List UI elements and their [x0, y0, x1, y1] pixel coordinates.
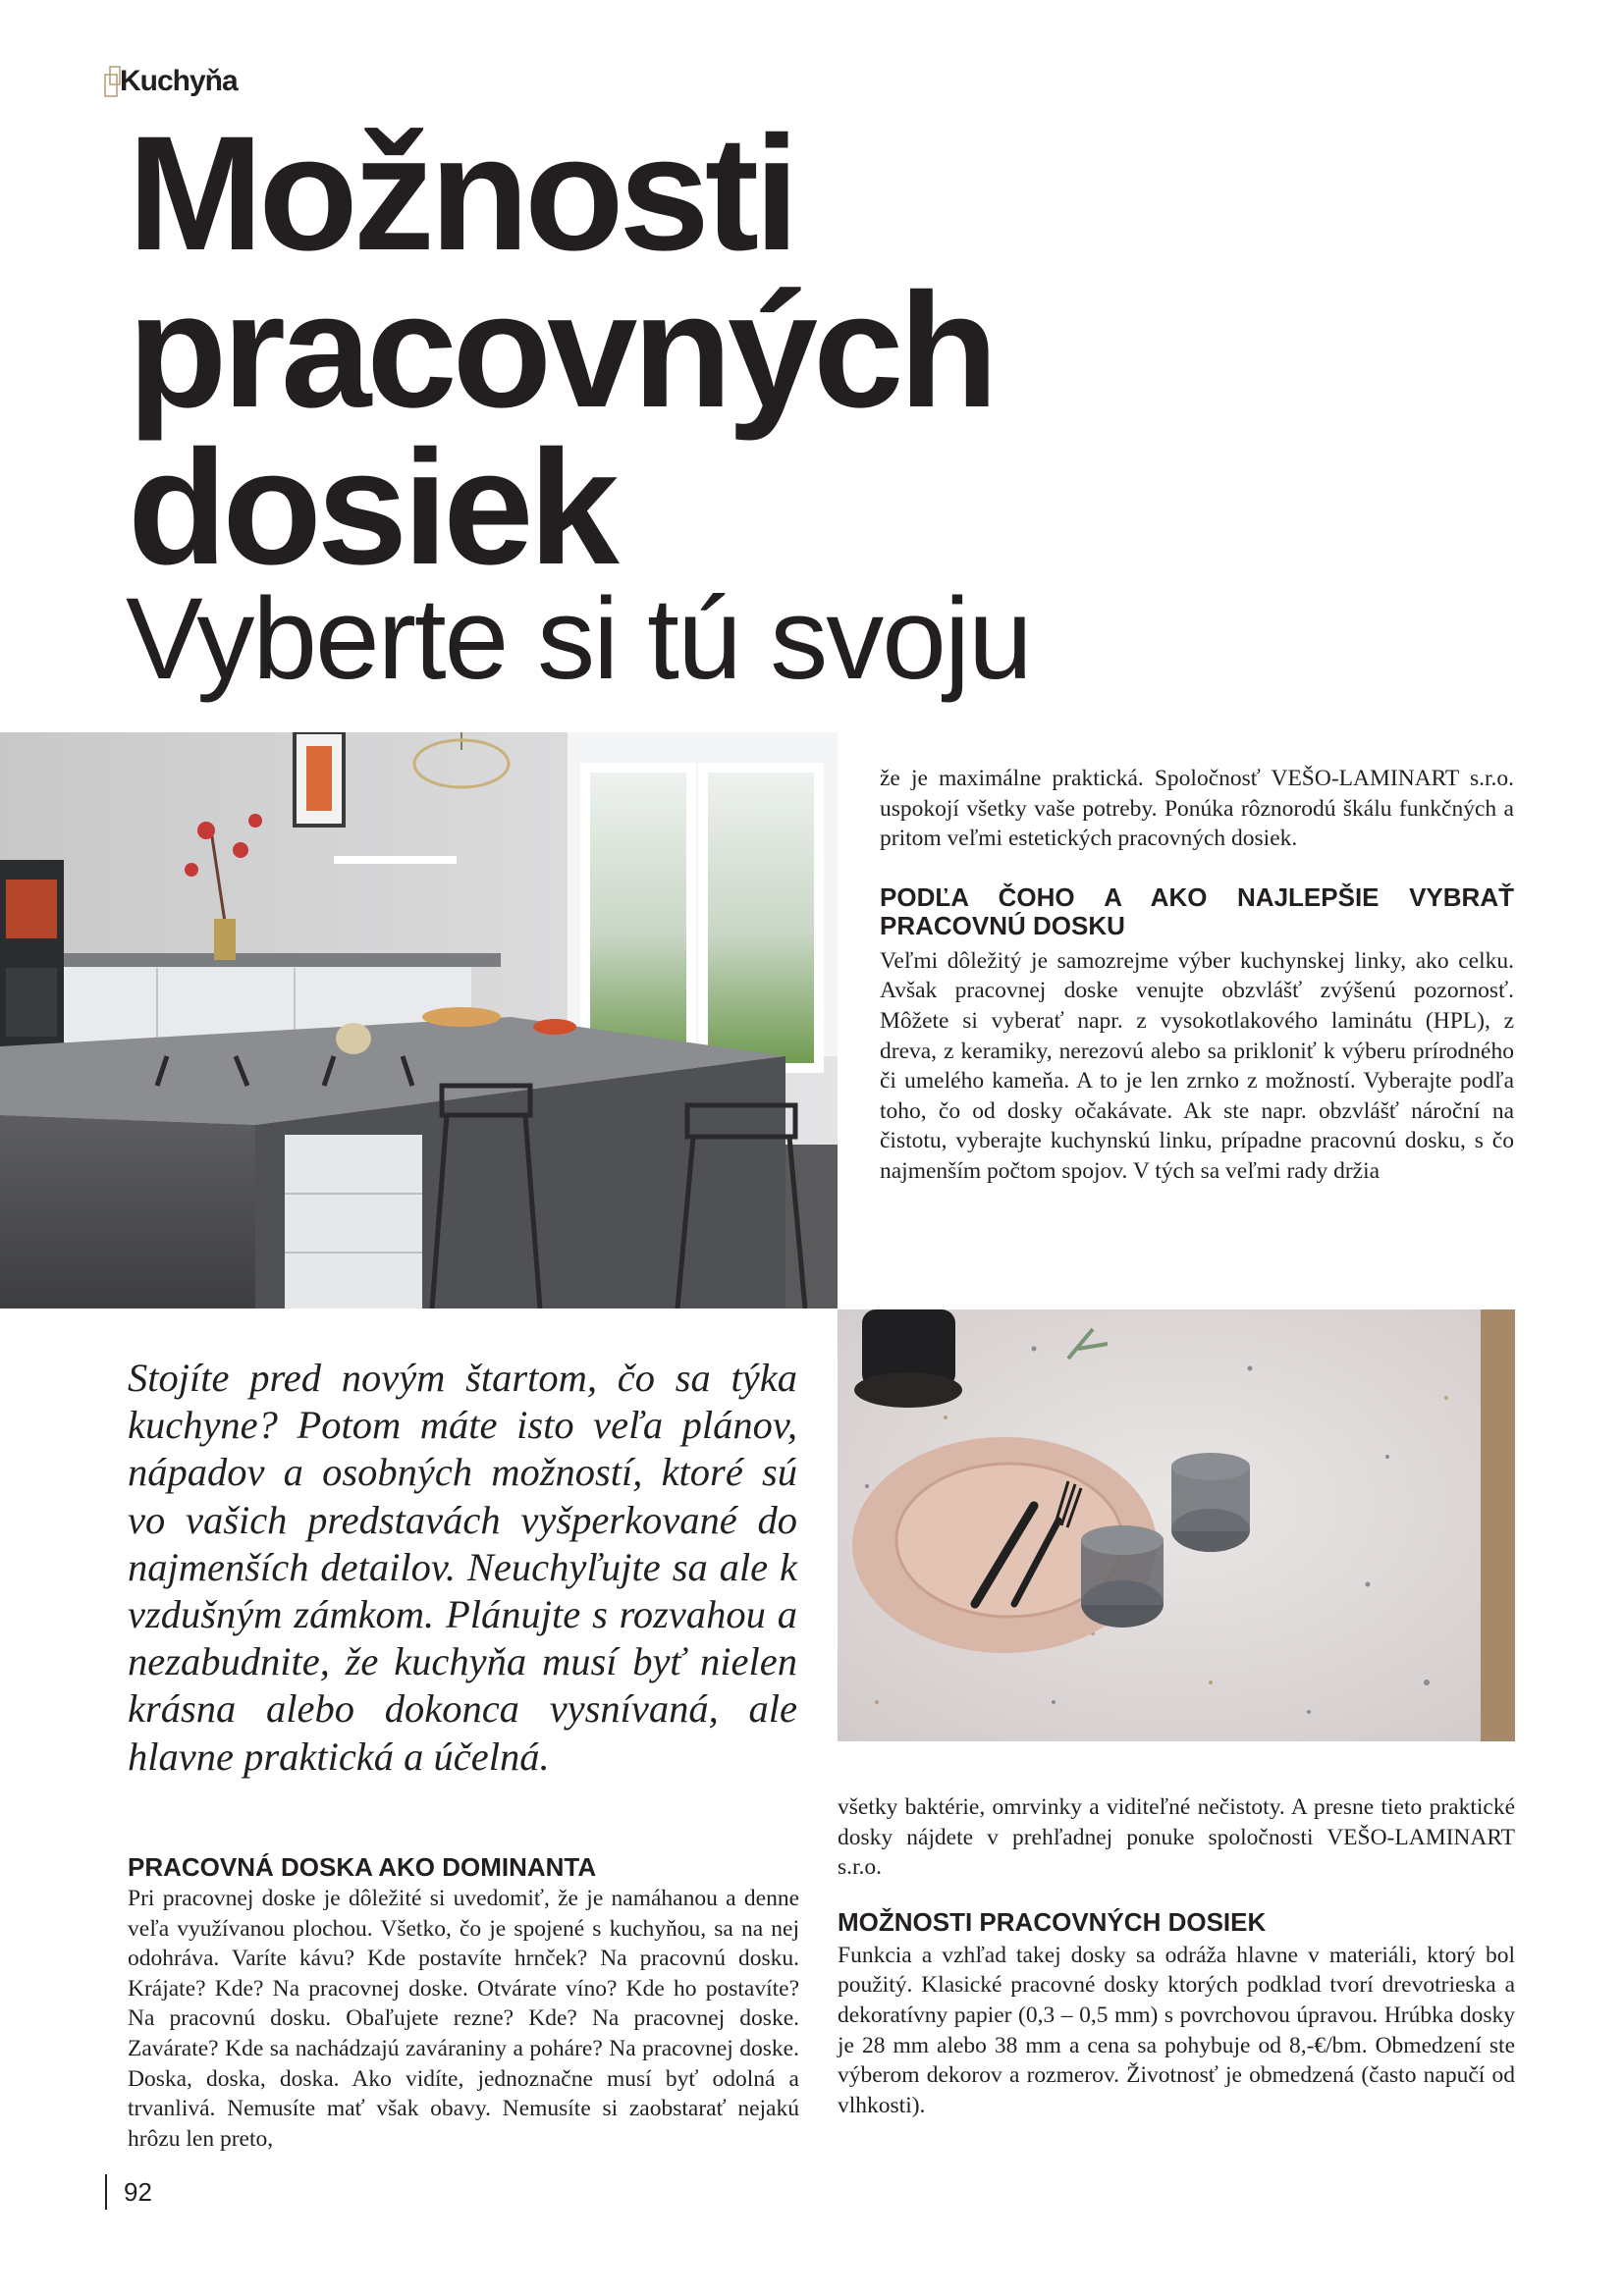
heading-worktop-options: MOŽNOSTI PRACOVNÝCH DOSIEK [838, 1906, 1267, 1937]
right-bottom-text: Funkcia a vzhľad takej dosky sa odráža hlavne v materiáli, ktorý bol použitý. Klasické pracovné dosky ktorých podklad tvorí drevotrieska a dekoratívny papier (0,3 – 0,5 mm) s povrchovou úpravou. Hrúbka dosky je 28 mm alebo 38 mm a cena sa pohybuje od 8,-€/bm. Obmedzení ste výberom dekorov a rozmerov. Životnosť je obmedzená (často napučí od vlhkosti). [838, 1942, 1515, 2118]
headline-line-1: Možnosti [128, 103, 795, 285]
right-top-intro: že je maximálne praktická. Spoločnosť VEŠO-LAMINART s.r.o. uspokojí všetky vaše potreby. Ponúka rôznorodú škálu funkčných a pritom veľmi estetických pracovných dosiek. [880, 766, 1514, 852]
countertop-illustration [838, 1309, 1515, 1741]
heading-worktop-dominant: PRACOVNÁ DOSKA AKO DOMINANTA [128, 1852, 597, 1882]
folio-rule [105, 2174, 107, 2210]
kitchen-illustration [0, 732, 838, 1308]
right-bottom-intro: všetky baktérie, omrvinky a viditeľné nečistoty. A presne tieto praktické dosky nájdete v prehľadnej ponuke spoločnosti VEŠO-LAMINART s.r.o. [838, 1794, 1515, 1881]
page-number: 92 [124, 2177, 152, 2207]
headline-line-3: dosiek [128, 417, 615, 599]
lead-paragraph: Stojíte pred novým štartom, čo sa týka kuchyne? Potom máte isto veľa plánov, nápadov a osobných možností, ktoré sú vo vašich predstavách vyšperkované do najmenších detailov. Neuchyľujte sa ale k vzdušným zámkom. Plánujte s rozvahou a nezabudnite, že kuchyňa musí byť nielen krásna alebo dokonca vysnívaná, ale hlavne praktická a účelná. [128, 1356, 797, 1779]
countertop-photo [838, 1309, 1515, 1741]
right-top-text: Veľmi dôležitý je samozrejme výber kuchynskej linky, ako celku. Avšak pracovnej doske venujte obzvlášť zvýšenú pozornosť. Môžete si vyberať napr. z vysokotlakového laminátu (HPL), z dreva, z keramiky, nerezovú alebo sa prikloniť k výberu prírodného či umelého kameňa. A to je len zrnko z možností. Vyberajte podľa toho, čo od dosky očakávate. Ak ste napr. obzvlášť nároční na čistotu, vyberajte kuchynskú linku, prípadne pracovnú dosku, s čo najmenším počtom spojov. V tých sa veľmi rady držia [880, 947, 1514, 1184]
heading-choose-worktop: PODĽA ČOHO A AKO NAJLEPŠIE VYBRAŤ PRACOVNÚ DOSKU [880, 881, 1514, 940]
section-label: Kuchyňa [120, 65, 238, 97]
headline-subtitle: Vyberte si tú svoju [126, 574, 1031, 704]
headline-line-2: pracovných [128, 260, 994, 442]
left-column-bottom [128, 1853, 799, 2154]
left-bottom-text: Pri pracovnej doske je dôležité si uvedomiť, že je namáhanou a denne veľa využívanou plochou. Všetko, čo je spojené s kuchyňou, sa na nej odohráva. Varíte kávu? Kde postavíte hrnček? Na pracovnú dosku. Krájate? Kde? Na pracovnej doske. Otvárate víno? Kde ho postavíte? Na pracovnú dosku. Obaľujete rezne? Kde? Na pracovnej doske. Zavárate? Kde sa nachádzajú zaváraniny a poháre? Na pracovnej doske. Doska, doska, doska. Ako vidíte, jednoznačne musí byť odolná a trvanlivá. Nemusíte mať však obavy. Nemusíte si zaobstarať nejakú hrôzu len preto, [128, 1886, 799, 2152]
kitchen-photo [0, 732, 838, 1308]
right-column-bottom [838, 1792, 1515, 2120]
right-column-top [880, 764, 1514, 1187]
